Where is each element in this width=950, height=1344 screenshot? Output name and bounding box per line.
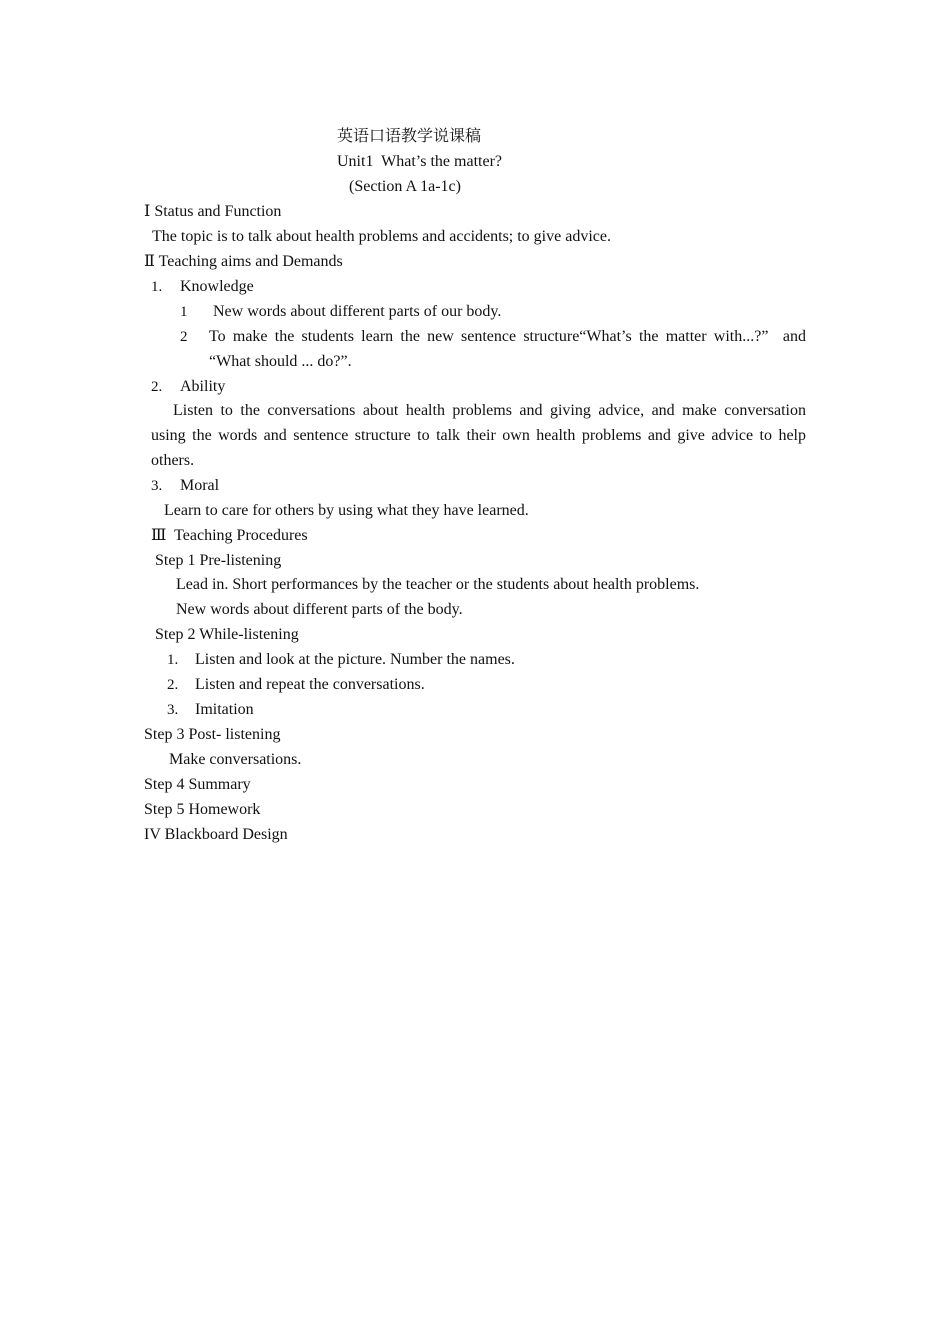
step-3-text: Make conversations.	[169, 751, 302, 768]
step-1-line-2: New words about different parts of the body.	[176, 601, 463, 618]
ability-label: Ability	[180, 378, 226, 395]
list-number: 1.	[167, 652, 179, 668]
title-chinese: 英语口语教学说课稿	[337, 128, 482, 145]
step-2-heading: Step 2 While-listening	[155, 626, 299, 643]
step-4-heading: Step 4 Summary	[144, 776, 251, 793]
moral-text: Learn to care for others by using what they have learned.	[164, 502, 529, 519]
knowledge-item-1: New words about different parts of our body.	[213, 303, 502, 320]
heading-teaching-aims: Ⅱ Teaching aims and Demands	[144, 253, 343, 270]
title-unit: Unit1 What’s the matter?	[337, 153, 502, 170]
ability-text-line-2: using the words and sentence structure to talk their own health problems and give advice to help	[151, 427, 806, 444]
heading-status-function: Ⅰ Status and Function	[144, 203, 282, 220]
step-2-item-1: Listen and look at the picture. Number the names.	[195, 651, 515, 668]
step-1-heading: Step 1 Pre-listening	[155, 552, 282, 569]
heading-blackboard-design: IV Blackboard Design	[144, 826, 288, 843]
list-number: 2.	[167, 677, 179, 693]
list-number: 1.	[151, 279, 163, 295]
step-3-heading: Step 3 Post- listening	[144, 726, 281, 743]
list-number: 3.	[167, 702, 179, 718]
knowledge-item-2-line-2: “What should ... do?”.	[209, 353, 352, 370]
title-section: (Section A 1a-1c)	[349, 178, 461, 195]
ability-text-line-1: Listen to the conversations about health problems and giving advice, and make conversation	[173, 402, 806, 419]
ability-text-line-3: others.	[151, 452, 195, 469]
moral-label: Moral	[180, 477, 220, 494]
step-5-heading: Step 5 Homework	[144, 801, 261, 818]
heading-teaching-procedures: Ⅲ Teaching Procedures	[151, 527, 308, 544]
status-text: The topic is to talk about health problems and accidents; to give advice.	[152, 228, 611, 245]
step-2-item-3: Imitation	[195, 701, 254, 718]
knowledge-item-2-line-1: To make the students learn the new sentence structure“What’s the matter with...?” and	[209, 328, 806, 345]
list-number: 2.	[151, 379, 163, 395]
list-number: 3.	[151, 478, 163, 494]
knowledge-label: Knowledge	[180, 278, 254, 295]
list-number: 1	[180, 304, 188, 320]
step-2-item-2: Listen and repeat the conversations.	[195, 676, 425, 693]
step-1-line-1: Lead in. Short performances by the teacher or the students about health problems.	[176, 576, 700, 593]
list-number: 2	[180, 329, 188, 345]
